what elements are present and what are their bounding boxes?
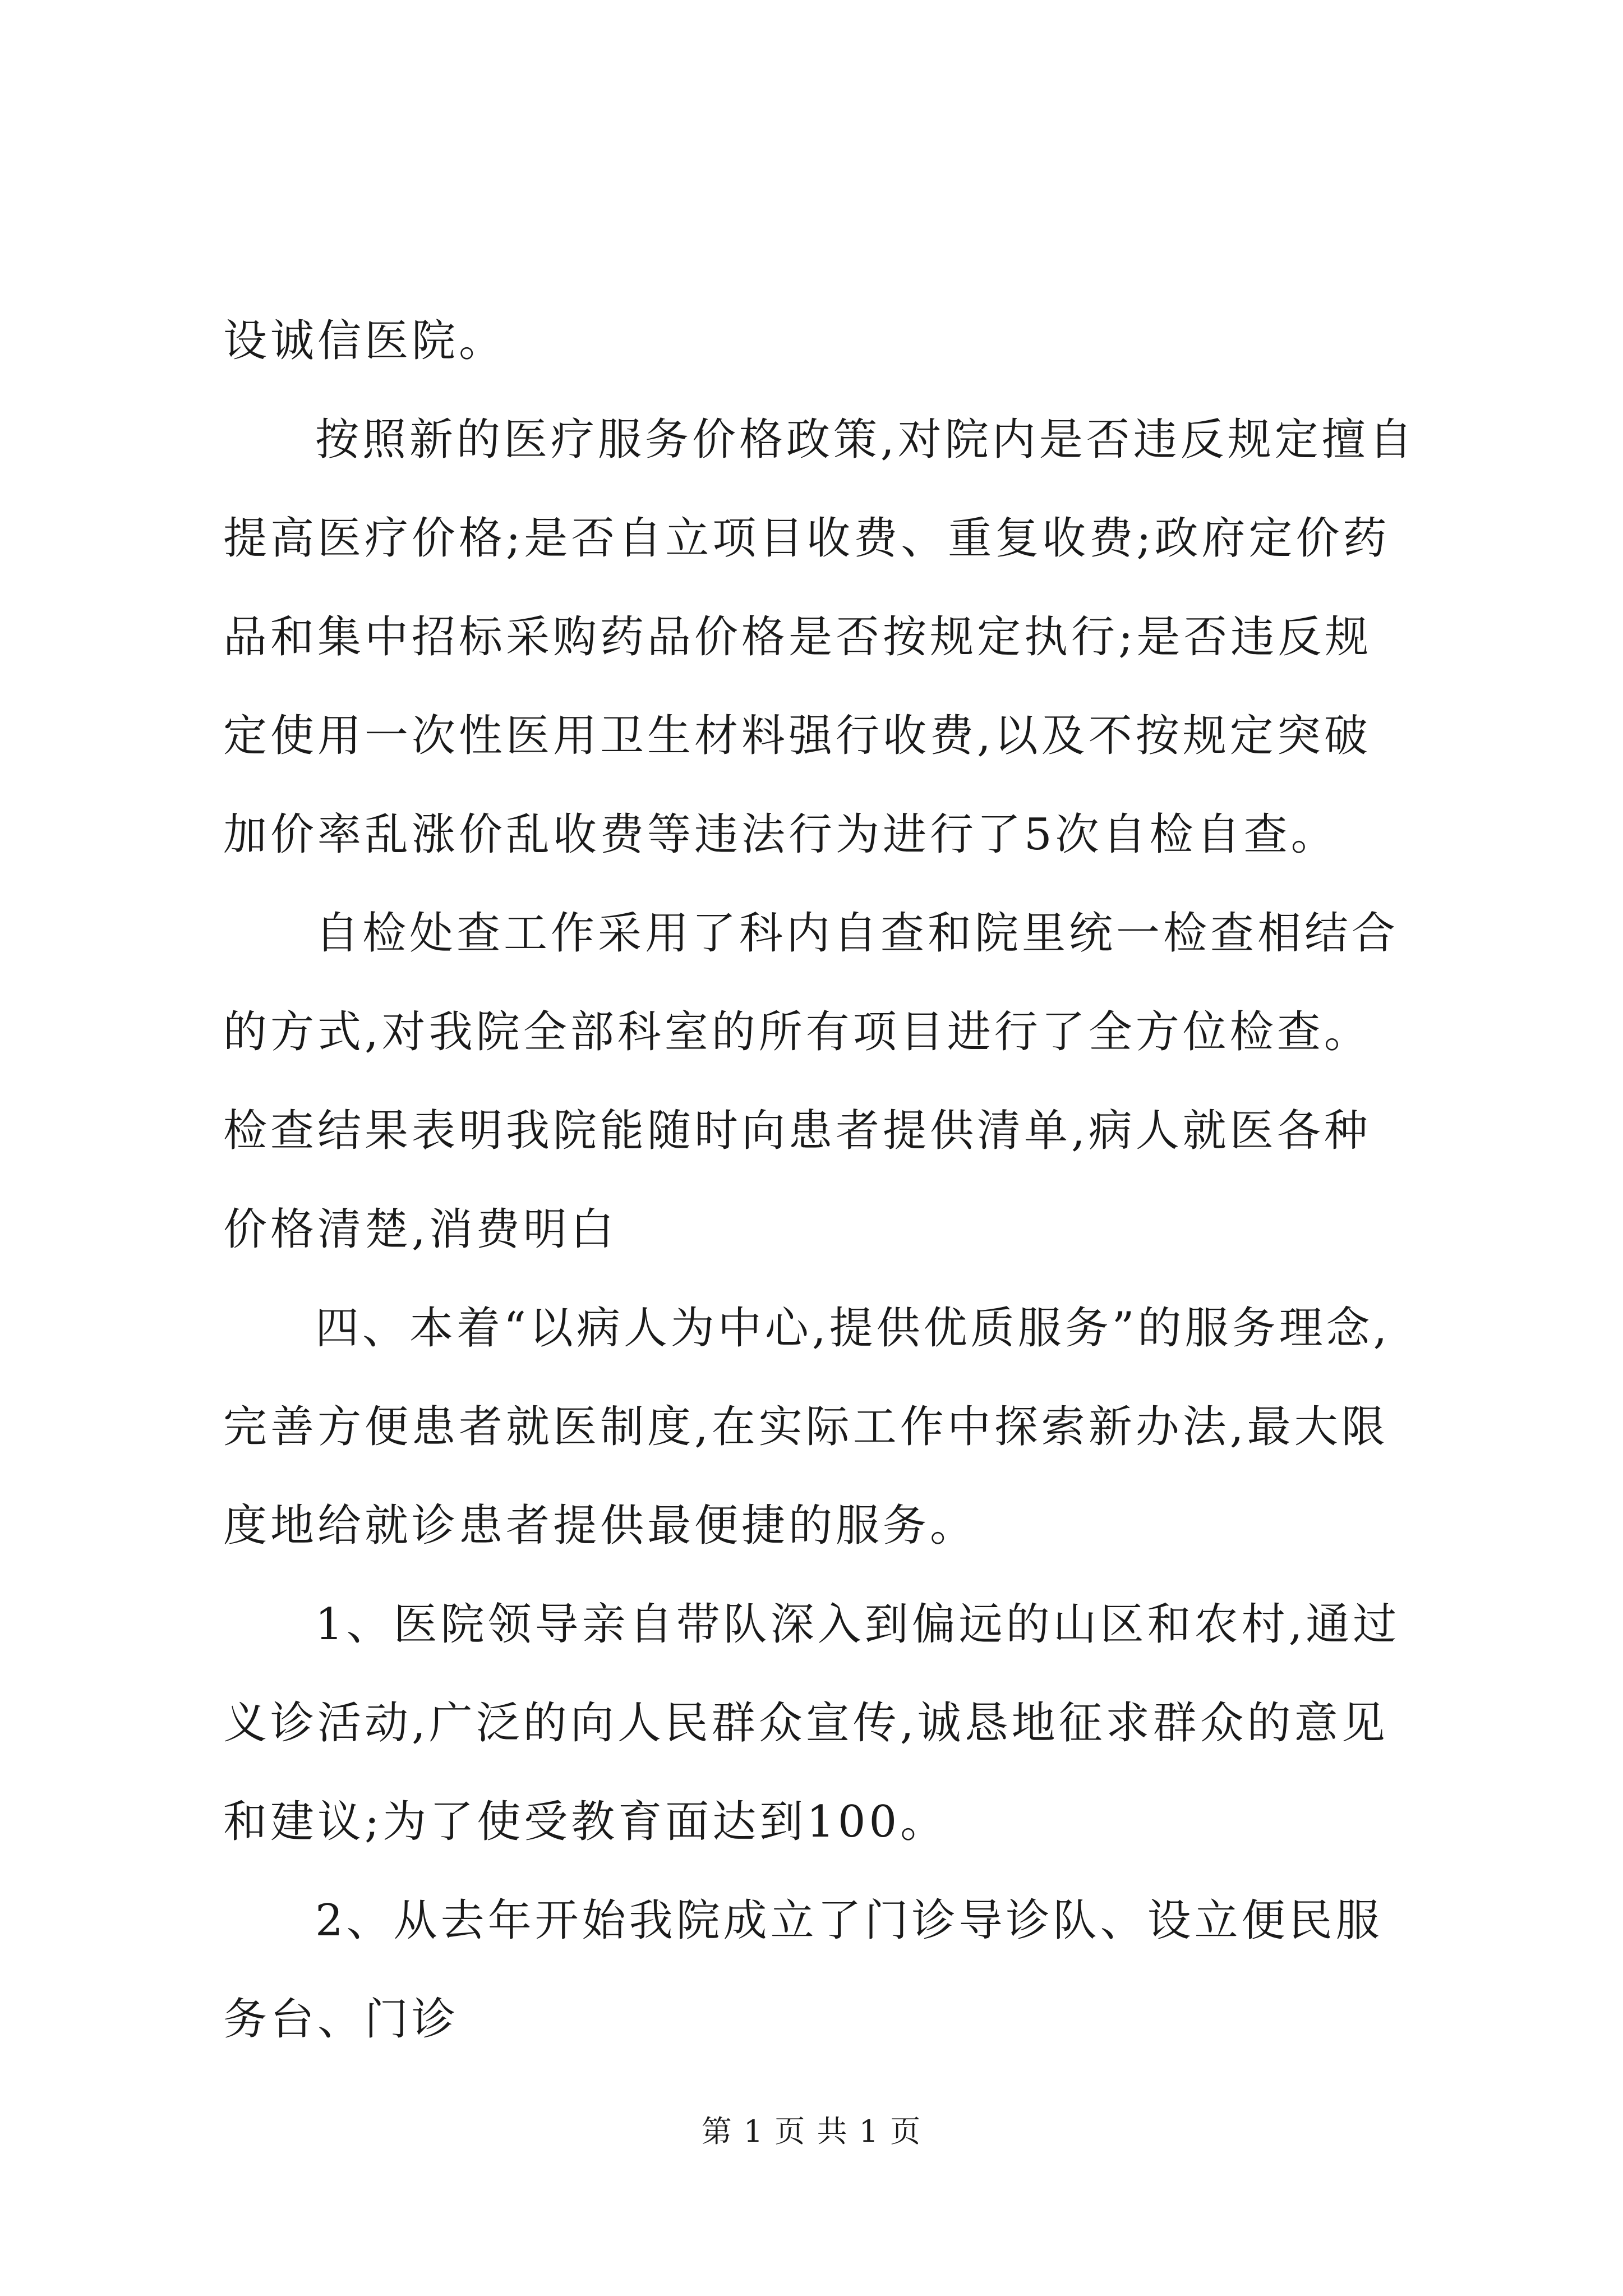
paragraph-2: 按照新的医疗服务价格政策,对院内是否违反规定擅自提高医疗价格;是否自立项目收费、重复收费;政府定价药品和集中招标采购药品价格是否按规定执行;是否违反规定使用一次性医用卫生材料强行收费,以及不按规定突破加价率乱涨价乱收费等违法行为进行了5次自检自查。 (223, 415, 1416, 860)
paragraph-4: 四、本着“以病人为中心,提供优质服务”的服务理念,完善方便患者就医制度,在实际工作中探索新办法,最大限度地给就诊患者提供最便捷的服务。 (223, 1303, 1391, 1551)
paragraph-3: 自检处查工作采用了科内自查和院里统一检查相结合的方式,对我院全部科室的所有项目进行了全方位检查。检查结果表明我院能随时向患者提供清单,病人就医各种价格清楚,消费明白 (223, 908, 1399, 1255)
paragraph-6: 2、从去年开始我院成立了门诊导诊队、设立便民服务台、门诊 (223, 1895, 1383, 2045)
page-footer: 第 1 页 共 1 页 (701, 2114, 922, 2149)
paragraph-1: 设诚信医院。 (223, 316, 506, 366)
paragraph-5: 1、医院领导亲自带队深入到偏远的山区和农村,通过义诊活动,广泛的向人民群众宣传,诚恳地征求群众的意见和建议;为了使受教育面达到100。 (223, 1599, 1400, 1847)
document-body (223, 292, 1418, 2069)
